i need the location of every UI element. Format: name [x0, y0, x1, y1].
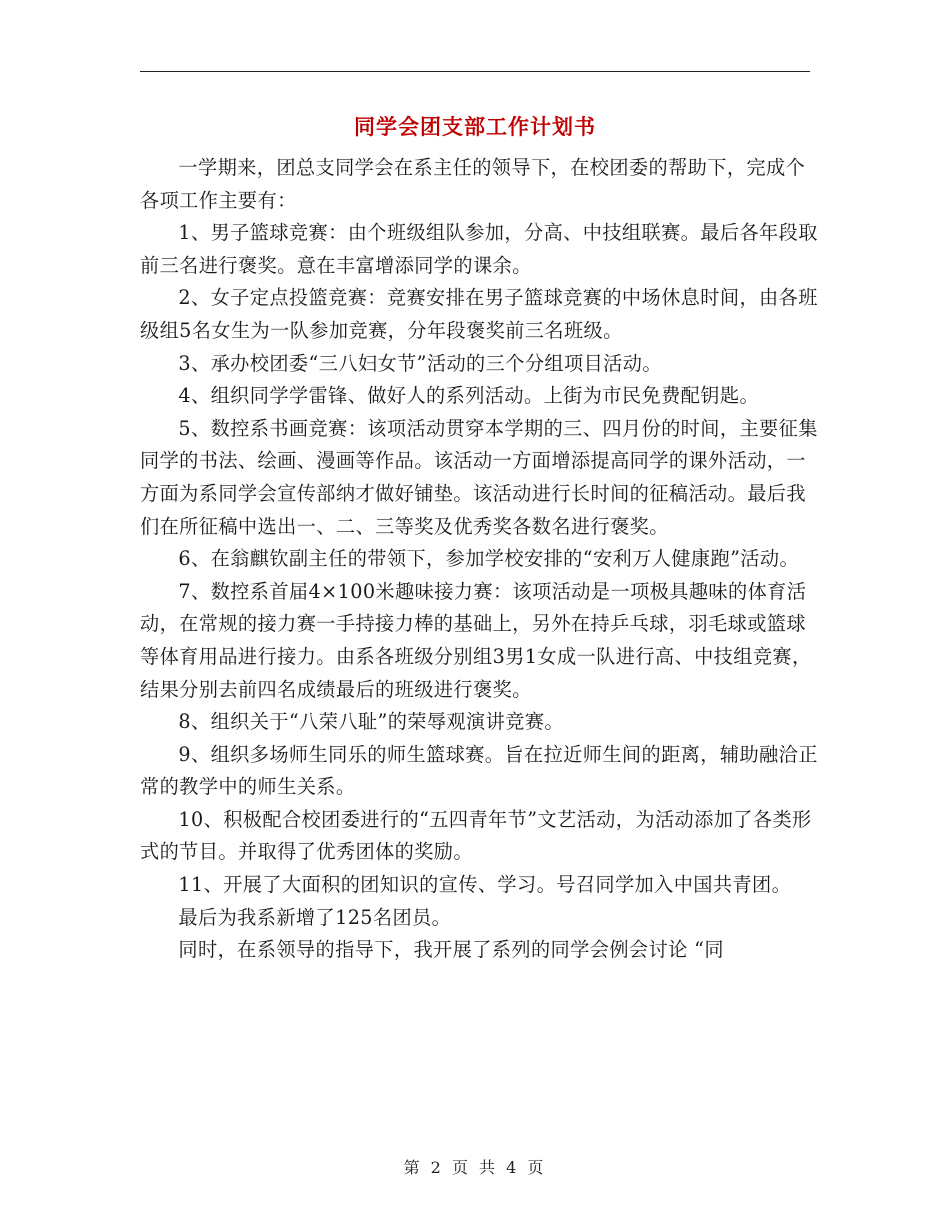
document-title: 同学会团支部工作计划书 [354, 114, 596, 139]
paragraph: 6、在翁麒钦副主任的带领下，参加学校安排的“安利万人健康跑”活动。 [178, 547, 800, 571]
document-body [140, 152, 820, 967]
header-rule [140, 71, 810, 72]
paragraph: 同时，在系领导的指导下，我开展了系列的同学会例会讨论 “同 [178, 938, 724, 962]
paragraph: 3、承办校团委“三八妇女节”活动的三个分组项目活动。 [178, 351, 662, 375]
paragraph: 7、数控系首届4×100米趣味接力赛：该项活动是一项极具趣味的体育活动，在常规的接力赛一手持接力棒的基础上，另外在持乒乓球，羽毛球或篮球等体育用品进行接力。由系各班级分别组3男1女成一队进行高、中技组竞赛，结果分别去前四名成绩最后的班级进行褒奖。 [140, 579, 812, 701]
paragraph: 一学期来，团总支同学会在系主任的领导下，在校团委的帮助下，完成个各项工作主要有： [140, 156, 806, 212]
paragraph: 10、积极配合校团委进行的“五四青年节”文艺活动，为活动添加了各类形式的节目。并取得了优秀团体的奖励。 [140, 807, 812, 864]
page-number: 第 2 页 共 4 页 [403, 1158, 547, 1177]
paragraph: 8、组织关于“八荣八耻”的荣辱观演讲竞赛。 [178, 710, 564, 734]
paragraph: 1、男子篮球竞赛：由个班级组队参加，分高、中技组联赛。最后各年段取前三名进行褒奖。意在丰富增添同学的课余。 [140, 221, 818, 277]
paragraph: 4、组织同学学雷锋、做好人的系列活动。上街为市民免费配钥匙。 [178, 384, 760, 408]
paragraph: 11、开展了大面积的团知识的宣传、学习。号召同学加入中国共青团。 [178, 873, 792, 897]
paragraph: 5、数控系书画竞赛：该项活动贯穿本学期的三、四月份的时间，主要征集同学的书法、绘画、漫画等作品。该活动一方面增添提高同学的课外活动，一方面为系同学会宣传部纳才做好铺垫。该活动进行长时间的征稿活动。最后我们在所征稿中选出一、二、三等奖及优秀奖各数名进行褒奖。 [140, 416, 818, 538]
paragraph: 最后为我系新增了125名团员。 [178, 905, 452, 929]
paragraph: 9、组织多场师生同乐的师生篮球赛。旨在拉近师生间的距离，辅助融洽正常的教学中的师生关系。 [140, 742, 818, 799]
paragraph: 2、女子定点投篮竞赛：竞赛安排在男子篮球竞赛的中场休息时间，由各班级组5名女生为一队参加竞赛，分年段褒奖前三名班级。 [140, 286, 818, 342]
